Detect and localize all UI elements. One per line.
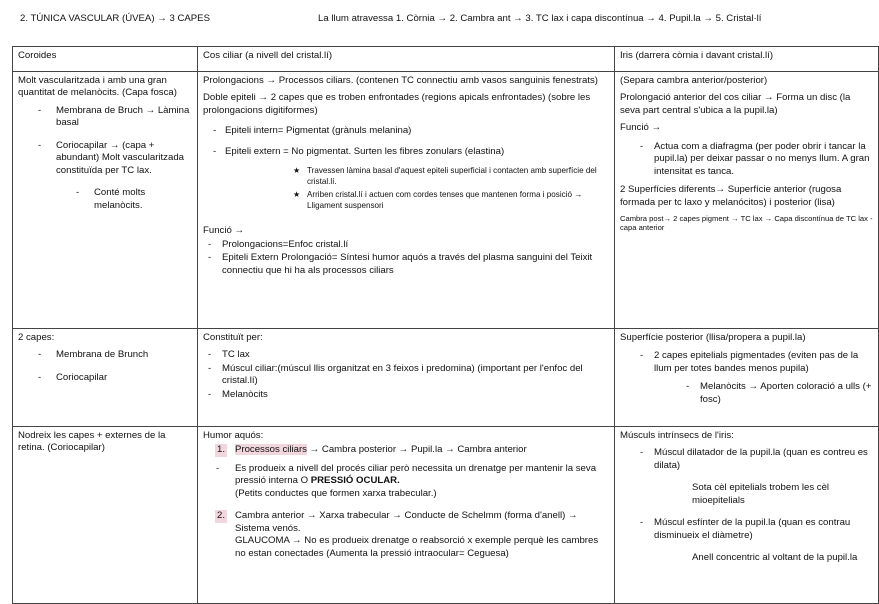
iris-p1: (Separa cambra anterior/posterior) <box>620 75 768 86</box>
list-item: - Prolongacions=Enfoc cristal.lí <box>208 238 349 250</box>
funcio-label: Funció → <box>203 225 245 237</box>
list-subitem: - Melanòcits → Aporten coloració a ulls (+ fosc) <box>686 381 872 405</box>
star-item: ★ Arriben cristal.lí i actuen com cordes tenses que mantenen forma i posició → Lligament suspensori <box>293 190 583 210</box>
constituit-label: Constituït per: <box>203 332 263 343</box>
list-item: - 2 capes epitelials pigmentades (eviten pas de la llum per totes bandes menos pupila) <box>640 350 859 374</box>
cos-ciliar-p1: Prolongacions → Processos ciliars. (contenen TC connectiu amb vasos sanguinis fenestrats) <box>203 75 598 86</box>
list-item: - Membrana de Brunch <box>38 349 149 361</box>
list-item: - Melanòcits <box>208 388 268 400</box>
coroides-nodreix: Nodreix les capes + externes de la retina. (Coriocapilar) <box>18 430 166 454</box>
list-item: - Epiteli extern = No pigmentat. Surten les fibres zonulars (elastina) <box>213 145 505 157</box>
cos-ciliar-p2: Doble epiteli → 2 capes que es troben enfrontades (regions apicals enfrontades) (sobre les prolongacions digitiformes) <box>203 92 591 116</box>
coroides-cell <box>13 427 198 604</box>
star-item: ★ Travessen làmina basal d'aquest epiteli superficial i contacten amb superfície del cristal.lí. <box>293 166 597 186</box>
star-icon: ★ <box>293 166 301 176</box>
coroides-intro: Molt vascularitzada i amb una gran quantitat de melanòcits. (Capa fosca) <box>18 75 177 99</box>
uvea-table <box>12 46 879 604</box>
page-header <box>20 13 838 27</box>
muscles-label: Músculs intrínsecs de l'iris: <box>620 430 734 441</box>
list-note: Sota cèl epitelials trobem les cèl mioepitelials <box>692 482 830 506</box>
header-cos-ciliar: Cos ciliar (a nivell del cristal.lí) <box>198 47 615 72</box>
coroides-cell <box>13 72 198 329</box>
list-item: - Coriocapilar → (capa + abundant) Molt vascularitzada constituïda per TC lax. <box>38 139 184 176</box>
list-item: - Es produeix a nivell del procés ciliar però necessita un drenatge per mantenir la seva pressió interna O PRESSIÓ OCULAR. (Petits conductes que formen xarxa trabecular.) <box>216 462 597 499</box>
superficie-posterior: Superfície posterior (llisa/propera a pupil.la) <box>620 332 806 343</box>
header-iris: Iris (darrera còrnia i davant cristal.lí) <box>615 47 879 72</box>
iris-cell <box>615 427 879 604</box>
list-item: - Actua com a diafragma (per poder obrir i tancar la pupil.la) per deixar passar o no menys llum. A gran intensitat es tanca. <box>640 140 870 177</box>
table-header-row <box>13 47 879 72</box>
coroides-capes: 2 capes: <box>18 332 55 343</box>
header-coroides: Coroides <box>13 47 198 72</box>
iris-superficies: 2 Superfícies diferents→ Superfície anterior (rugosa formada per tc laxo y melanócitos) i posterior (lisa) <box>620 184 842 208</box>
iris-funcio-label: Funció → <box>620 122 662 134</box>
iris-cell <box>615 72 879 329</box>
list-item: - Múscul dilatador de la pupil.la (quan es contreu es dilata) <box>640 447 868 471</box>
list-item: - Epiteli intern= Pigmentat (grànuls melanina) <box>213 125 412 137</box>
star-icon: ★ <box>293 190 301 200</box>
coroides-cell <box>13 329 198 427</box>
table-row <box>13 72 879 329</box>
list-item: - Membrana de Bruch → Làmina basal <box>38 104 190 129</box>
numbered-item: 2. Cambra anterior → Xarxa trabecular → Conducte de Schelmm (forma d'anell) → Sistema venós. GLAUCOMA → No es produeix drenatge o reabsorció x exemple perquè les cambres no estan conectades (Aumenta la pressió intraocular= Ceguesa) <box>217 510 599 559</box>
humor-aquos-label: Humor aquós: <box>203 430 264 441</box>
iris-cell <box>615 329 879 427</box>
list-item: - Epiteli Extern Prolongació= Síntesi humor aquós a través del plasma sanguini del Teixit connectiu que hi ha als processos ciliars <box>208 252 593 276</box>
cos-ciliar-cell <box>198 427 615 604</box>
iris-p2: Prolongació anterior del cos ciliar → Forma un disc (la seva part central s'ubica a la pupil.la) <box>620 92 851 116</box>
section-title: 2. TÚNICA VASCULAR (ÚVEA) → 3 CAPES <box>20 13 210 24</box>
pressio-ocular: PRESSIÓ OCULAR. <box>310 475 400 487</box>
list-item: - Coriocapilar <box>38 371 108 383</box>
cos-ciliar-cell <box>198 329 615 427</box>
list-item: - Múscul esfínter de la pupil.la (quan es contrau disminueix el diàmetre) <box>640 517 851 541</box>
iris-small-note: Cambra post→ 2 capes pigment → TC lax → Capa discontínua de TC lax - capa anterior <box>620 214 873 233</box>
list-note: Anell concentric al voltant de la pupil.la <box>692 552 858 564</box>
list-item: - TC lax <box>208 349 250 361</box>
list-item: - Múscul ciliar:(múscul llis organitzat en 3 feixos i predomina) (important per l'enfoc del cristal.lí) <box>208 362 583 387</box>
list-subitem: - Conté molts melanòcits. <box>76 187 146 211</box>
table-row <box>13 329 879 427</box>
cos-ciliar-cell <box>198 72 615 329</box>
light-path-note: La llum atravessa 1. Còrnia → 2. Cambra ant → 3. TC lax i capa discontínua → 4. Pupil.la → 5. Cristal·lí <box>318 13 762 24</box>
table-row <box>13 427 879 604</box>
numbered-item: 1. Processos ciliars → Cambra posterior → Pupil.la → Cambra anterior <box>217 444 527 456</box>
